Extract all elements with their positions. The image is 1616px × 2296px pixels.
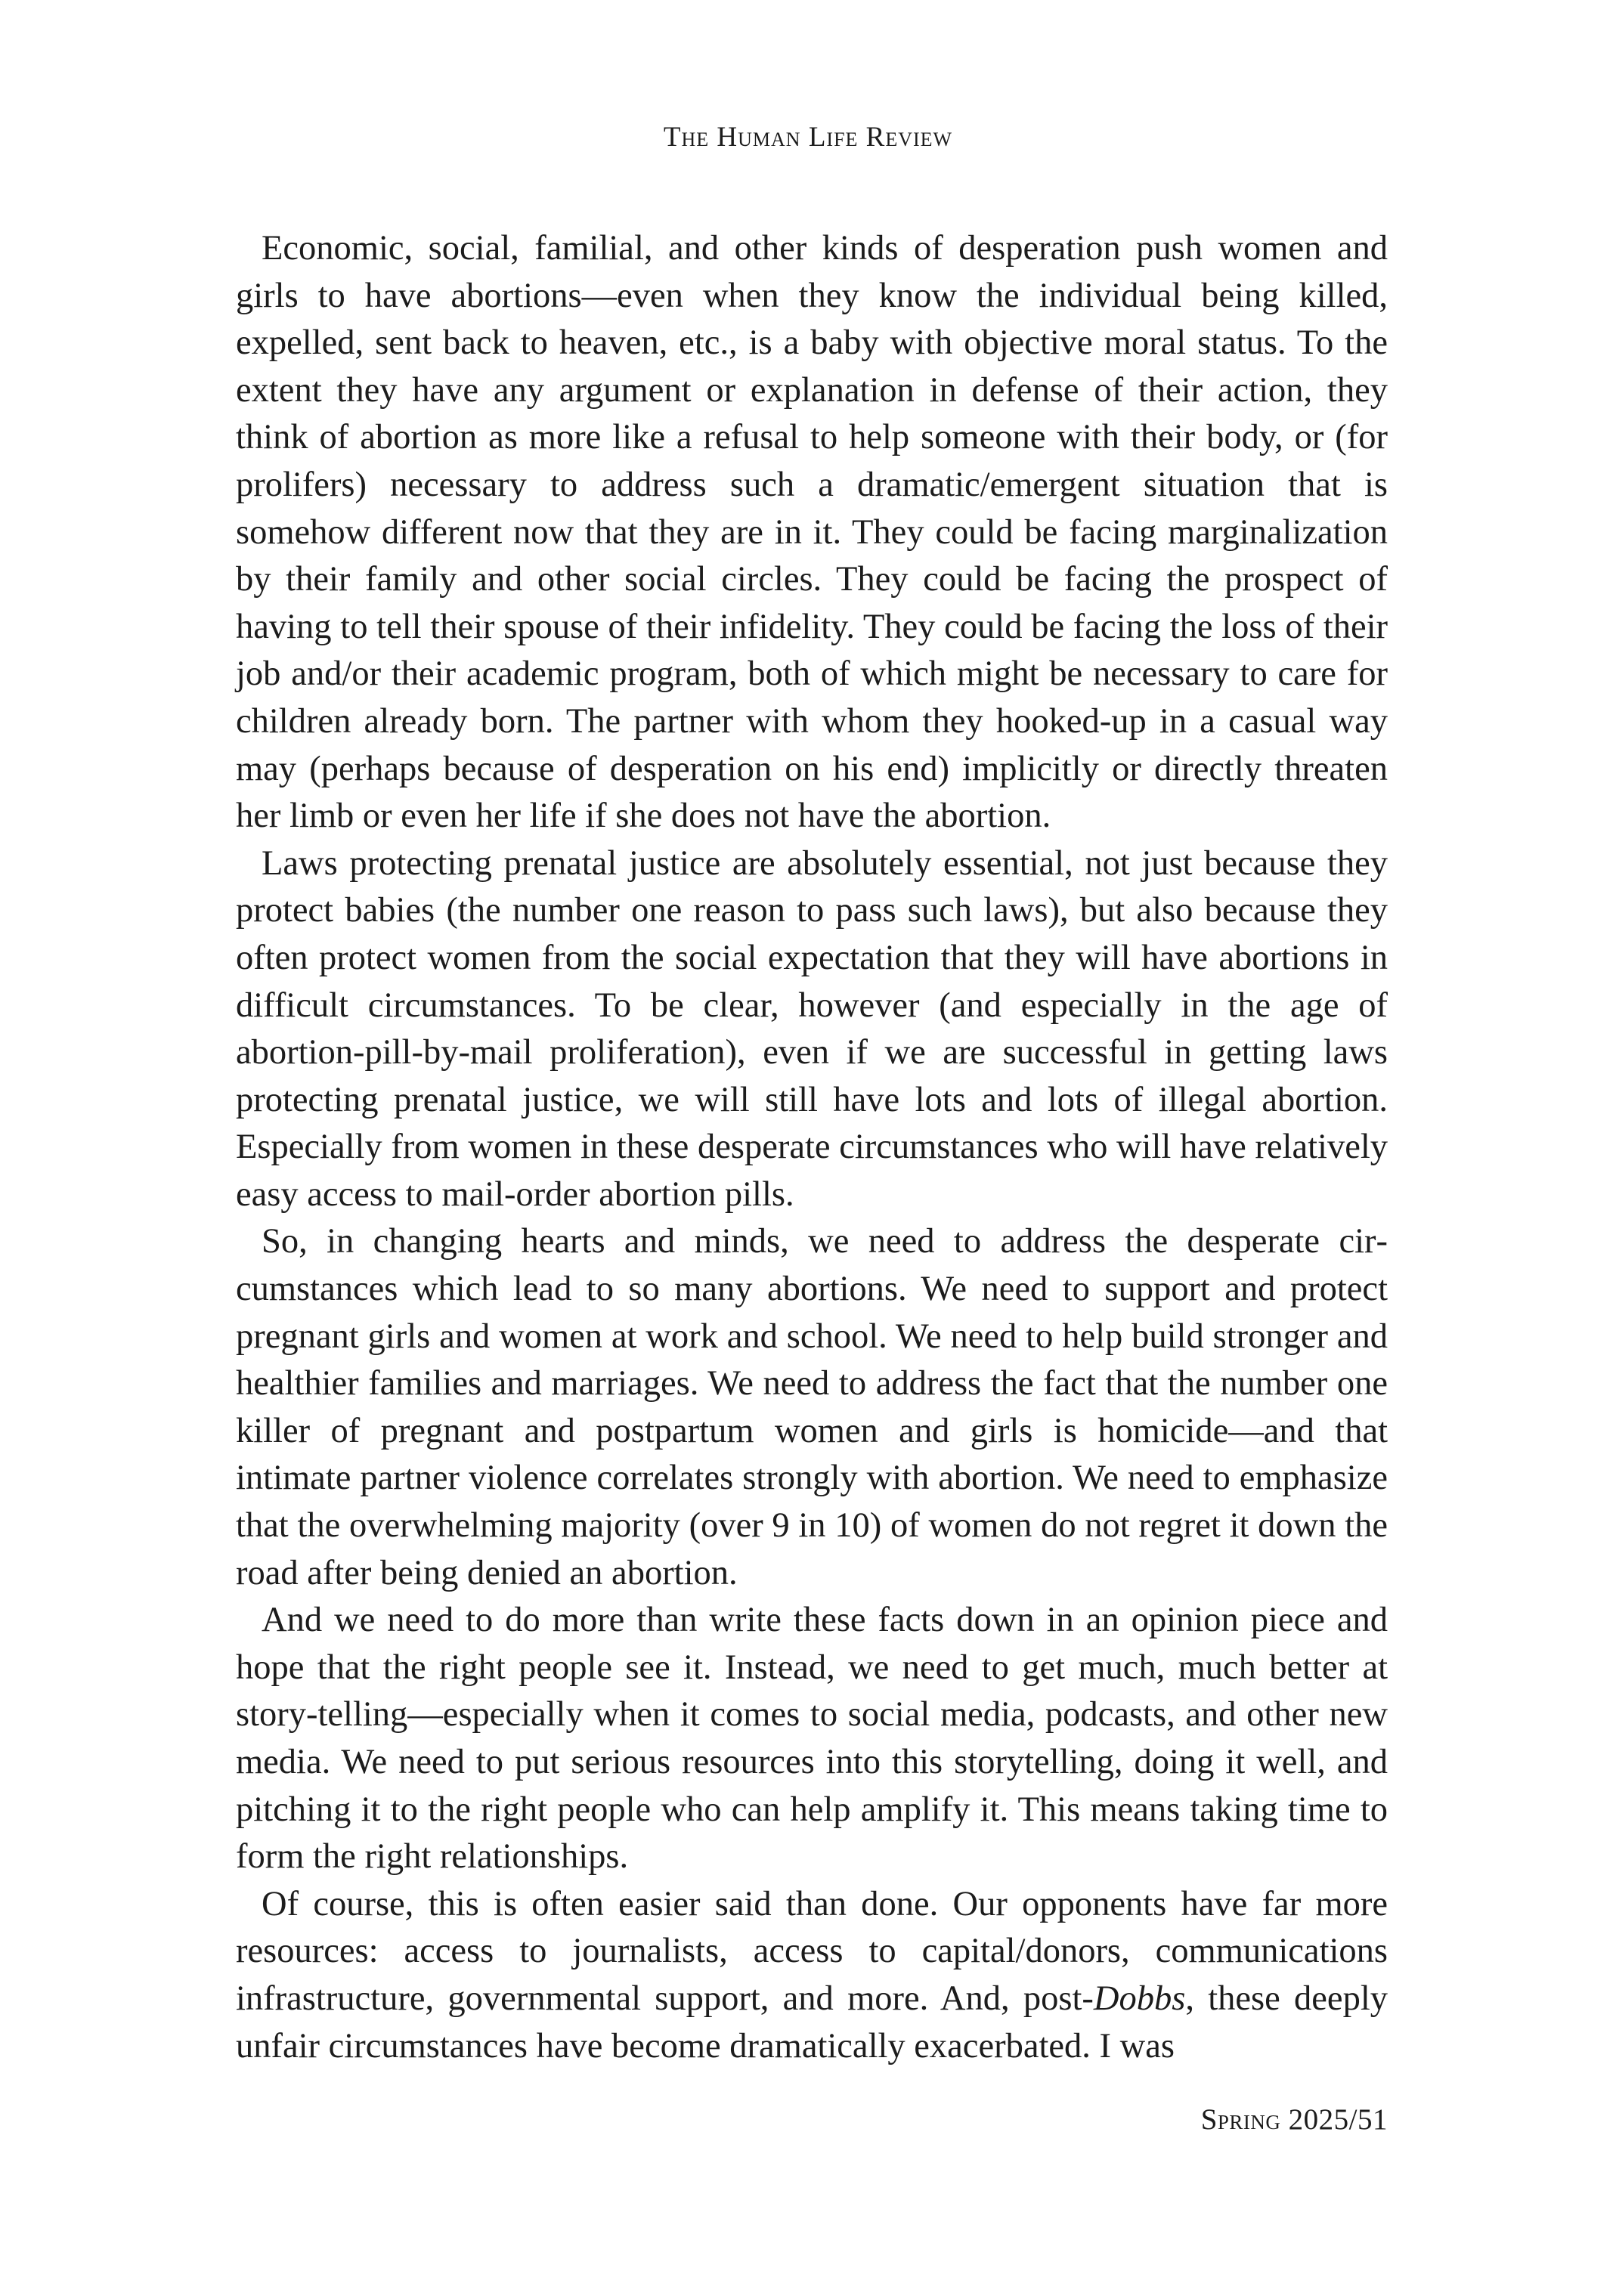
article-body: [236, 225, 1388, 2070]
running-head: The Human Life Review: [663, 122, 953, 153]
paragraph-5-text-start: Of course, this is often easier said than done. Our opponents have far more resources: access to journalists, access to capital/donors, communications infrastructure, governmental support, and more. And, post-: [236, 1884, 1388, 2018]
paragraph-4: And we need to do more than write these facts down in an opinion piece and hope that the right people see it. Instead, we need to get much, much better at story-telling—especially when it comes to social media, podcasts, and other new media. We need to put serious resources into this storytelling, doing it well, and pitching it to the right people who can help amplify it. This means taking time to form the right relationships.: [236, 1601, 1388, 1877]
paragraph-2: Laws protecting prenatal justice are absolutely essential, not just because they protect babies (the number one reason to pass such laws), but also because they often protect women from the social expectation that they will have abortions in difficult circumstances. To be clear, however (and especially in the age of abortion-pill-by-mail proliferation), even if we are successful in getting laws protecting prenatal justice, we will still have lots and lots of illegal abortion. Especially from women in these desperate circumstances who will have relatively easy access to mail-order abortion pills.: [236, 843, 1388, 1214]
paragraph-3: So, in changing hearts and minds, we need to address the desperate circumstances which lead to so many abortions. We need to support and protect pregnant girls and women at work and school. We need to help build stronger and healthier families and marriages. We need to address the fact that the number one killer of pregnant and postpartum women and girls is homicide—and that intimate partner violence correlates strongly with abortion. We need to emphasize that the overwhelming majority (over 9 in 10) of women do not regret it down the road after being denied an abortion.: [236, 1222, 1388, 1592]
paragraph-5: [236, 1881, 1388, 2070]
paragraph-5-text-end: , these deeply unfair circumstances have become dramatically exacerbated. I was: [236, 1979, 1388, 2065]
paragraph-1: Economic, social, familial, and other kinds of desperation push women and girls to have abortions—even when they know the individual being killed, expelled, sent back to heaven, etc., is a baby with objective moral status. To the extent they have any argument or explanation in defense of their action, they think of abortion as more like a refusal to help someone with their body, or (for prolifers) necessary to address such a dramatic/emergent situation that is somehow different now that they are in it. They could be facing marginalization by their family and other social circles. They could be facing the prospect of having to tell their spouse of their infidelity. They could be facing the loss of their job and/or their academic program, both of which might be necessary to care for children already born. The partner with whom they hooked-up in a casual way may (perhaps because of desperation on his end) implicitly or directly threaten her limb or even her life if she does not have the abortion.: [236, 229, 1388, 836]
case-name-dobbs: Dobbs: [1093, 1979, 1186, 2018]
page-folio: Spring 2025/51: [1200, 2103, 1388, 2136]
